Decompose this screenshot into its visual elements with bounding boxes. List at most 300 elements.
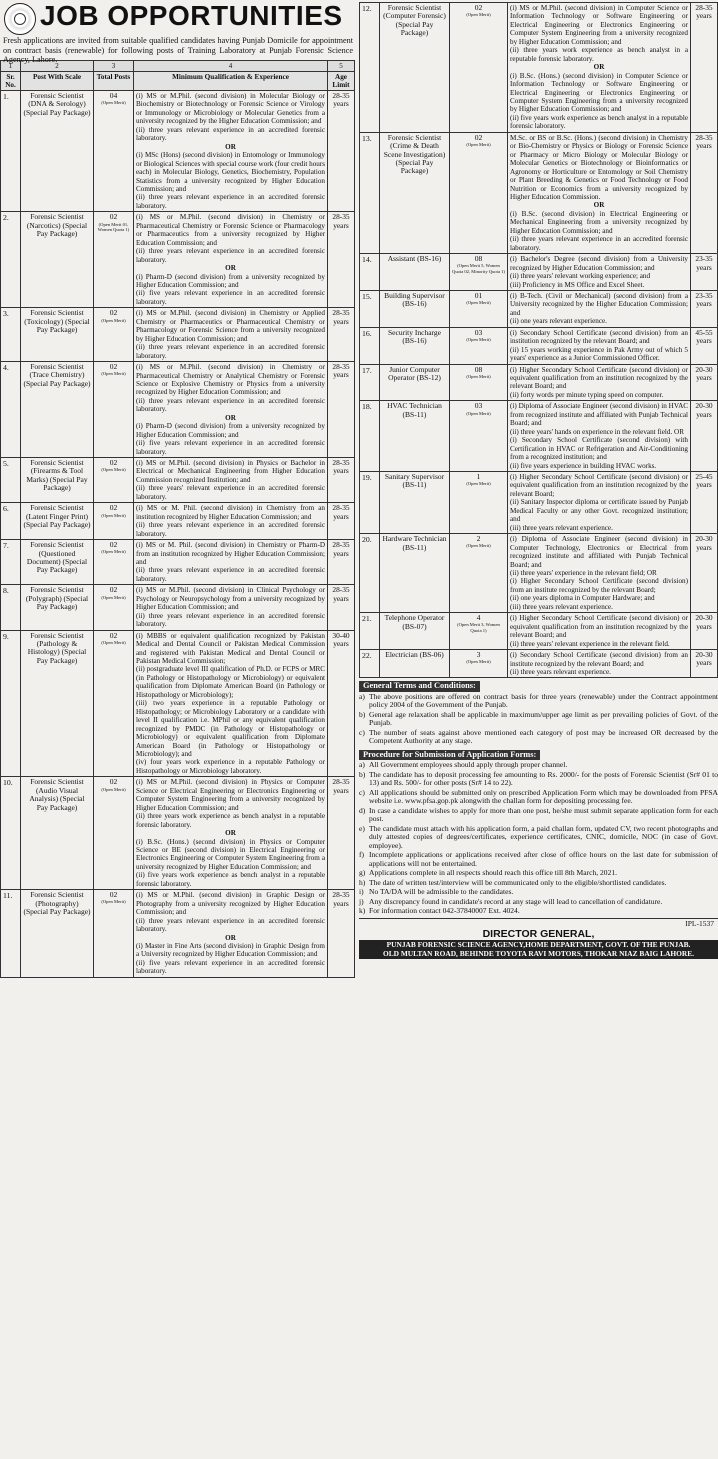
qualification-line: (ii) three years' relevant working experience; and <box>510 272 651 281</box>
qualification-line: (ii) five years relevant experience in an accredited forensic laboratory. <box>136 958 325 976</box>
job-post: HVAC Technician (BS-11) <box>380 401 450 472</box>
job-total-posts <box>94 585 134 630</box>
job-total-posts <box>450 364 508 401</box>
job-age-limit: 28-35 years <box>328 777 355 890</box>
table-row <box>360 254 718 291</box>
job-quota: (Open Merit) <box>466 300 491 306</box>
qualification-line: (ii) three years relevant experience in an accredited forensic laboratory. <box>136 343 325 360</box>
qualification-line: (ii) three years relevant experience in an accredited forensic laboratory. <box>136 396 325 414</box>
table-row <box>1 91 355 212</box>
job-sr: 3. <box>1 308 21 362</box>
job-post: Telephone Operator (BS-07) <box>380 613 450 650</box>
list-item-text: The candidate has to deposit processing fee amounting to Rs. 2000/- for the posts of Forensic Scientist (Sr# 01 to 13) and Rs. 500/- for other posts (Sr# 14 to 22). <box>369 769 718 788</box>
job-total: 02 <box>109 585 118 595</box>
list-item-text: Applications complete in all respects should reach this office till 8th March, 2021. <box>369 868 618 878</box>
job-total: 02 <box>109 503 118 513</box>
intro-text: Fresh applications are invited from suitable qualified candidates having Punjab Domicile for appointment on contract basis (renewable) for following posts of Training Laboratory at Punjab Forensic Science Agency, Lahore. <box>3 36 353 64</box>
list-item <box>359 907 718 916</box>
jobs-body-right <box>360 3 718 678</box>
job-sr: 7. <box>1 540 21 585</box>
table-row <box>360 364 718 401</box>
agency-seal-icon <box>4 3 36 35</box>
job-post: Forensic Scientist (Firearms & Tool Marks) (Special Pay Package) <box>21 458 94 503</box>
table-row <box>1 503 355 540</box>
qualification-line: (ii) three years relevant experience in an accredited forensic laboratory. <box>136 566 325 583</box>
job-total-posts <box>450 254 508 291</box>
job-total-posts <box>450 3 508 133</box>
job-qualification <box>134 458 328 503</box>
qualification-line: (ii) one years relevant experience. <box>510 317 607 326</box>
procedure-list <box>359 761 718 916</box>
job-total: 01 <box>474 290 483 300</box>
procedure-heading: Procedure for Submission of Application Forms: <box>359 750 540 761</box>
or-separator: OR <box>225 933 236 942</box>
qualification-line: M.Sc. or BS or B.Sc. (Hons.) (second division) in Chemistry or Bio-Chemistry or Physics or Biology or Forensic Science or Pharmacy or Micro Biology or Molecular Biology or Molecular Genetics or Biotechnology or Bioinformatics or Agronomy or Horticulture or Entomology or Soil Chemistry or Plant Breeding & Genetics or Food Technology or Food Nutrition or Economics from a university recognized by Higher Education Commission. <box>510 133 688 201</box>
job-age-limit: 28-35 years <box>328 890 355 978</box>
job-sr: 9. <box>1 630 21 777</box>
list-item <box>359 851 718 868</box>
job-total: 04 <box>109 91 118 100</box>
job-qualification <box>508 132 691 253</box>
qualification-line: (ii) three years relevant experience in an accredited forensic laboratory. <box>136 521 325 538</box>
list-item-text: All applications should be submitted only on prescribed Application Form which may be downloaded from PFSA website i.e. www.pfsa.gop.pk alongwith the challan form for depositing processing fee. <box>369 787 718 806</box>
or-separator: OR <box>225 829 236 838</box>
job-total-posts <box>94 458 134 503</box>
list-item-text: Any discrepancy found in candidate's record at any stage will lead to cancellation of candidature. <box>369 896 663 906</box>
list-item <box>359 693 718 710</box>
job-total-posts <box>450 327 508 364</box>
list-item-letter: g) <box>359 868 366 878</box>
job-post: Forensic Scientist (DNA & Serology) (Special Pay Package) <box>21 91 94 212</box>
job-post: Forensic Scientist (Photography) (Special Pay Package) <box>21 890 94 978</box>
job-total-posts <box>450 472 508 534</box>
job-total: 02 <box>474 132 483 142</box>
list-item-letter: k) <box>359 906 366 916</box>
job-quota: (Open Merit) <box>466 142 491 147</box>
jobs-body-left <box>1 91 355 978</box>
job-post: Assistant (BS-16) <box>380 254 450 291</box>
list-item <box>359 761 718 770</box>
job-qualification <box>508 650 691 678</box>
list-item-letter: f) <box>359 850 365 860</box>
list-item-text: The number of seats against above mentioned each category of post may be increased OR decreased by the Competent Authority at any stage. <box>369 727 718 746</box>
job-age-limit: 28-35 years <box>328 503 355 540</box>
or-separator: OR <box>225 142 236 151</box>
job-total-posts <box>94 308 134 362</box>
left-column <box>0 0 355 978</box>
job-sr: 19. <box>360 472 380 534</box>
list-item-text: Incomplete applications or applications received after close of office hours on the last date for submission of applications will not be entertained. <box>369 850 718 868</box>
job-age-limit: 20-30 years <box>691 401 718 472</box>
list-item-letter: a) <box>359 760 365 770</box>
qualification-line: (i) MS or M.Phil. (second division) in Physics or Computer Science or Electrical Engineering or Electronics Engineering or Computer System Engineering from a university recognized by Higher Education Commission; and <box>136 778 325 812</box>
job-age-limit: 25-45 years <box>691 472 718 534</box>
job-qualification <box>134 91 328 212</box>
qualification-line: (i) MS or M.Phil. (second division) in Computer Science or Information Technology or Software Engineering or Electrical Engineering or Electronics Engineering or Computer System Engineering from a university recognized by Higher Education Commission; and <box>510 4 688 46</box>
qualification-line: (ii) three years relevant experience in an accredited forensic laboratory. <box>136 193 325 210</box>
job-quota: (Open Merit) <box>101 786 126 792</box>
job-quota: (Open Merit 01, Women Quota 1) <box>97 221 130 232</box>
job-quota: (Open Merit) <box>101 467 126 473</box>
job-total-posts <box>450 401 508 472</box>
list-item <box>359 869 718 878</box>
job-sr: 5. <box>1 458 21 503</box>
job-sr: 10. <box>1 777 21 890</box>
qualification-line: (ii) three years' relevant experience in an accredited forensic laboratory. <box>136 484 325 501</box>
list-item <box>359 888 718 897</box>
table-row <box>360 472 718 534</box>
job-qualification <box>134 777 328 890</box>
list-item <box>359 711 718 728</box>
list-item <box>359 825 718 851</box>
ipl-code: IPL-1537 <box>685 918 714 928</box>
job-qualification <box>134 308 328 362</box>
jobs-table-left <box>0 60 355 978</box>
job-total: 03 <box>474 327 483 337</box>
job-post: Forensic Scientist (Narcotics) (Special Pay Package) <box>21 212 94 308</box>
job-quota: (Open Merit 5, Women Quota 02, Minority Quota 1) <box>452 263 505 274</box>
column-number-row: 1 2 3 4 5 <box>1 61 355 72</box>
job-post: Building Supervisor (BS-16) <box>380 290 450 327</box>
job-total: 08 <box>474 364 483 374</box>
qualification-line: (i) Secondary School Certificate (second division) from an institute recognized by the relevant Board; and <box>510 651 688 668</box>
job-post: Hardware Technician (BS-11) <box>380 534 450 613</box>
list-item <box>359 729 718 746</box>
job-qualification <box>508 254 691 291</box>
job-quota: (Open Merit) <box>466 336 491 342</box>
qualification-line: (ii) three years' relevant experience in the relevant field. <box>510 639 670 648</box>
list-item-letter: a) <box>359 691 365 701</box>
qualification-line: (i) MSc (Hons) (second division) in Entomology or Immunology or Biological Sciences with special course work (four credit hours each) in Molecular Biology, Genetics, Biochemistry, Population Statistics from a university recognized by Higher Education Commission; and <box>136 151 325 193</box>
job-age-limit: 28-35 years <box>691 132 718 253</box>
job-age-limit: 28-35 years <box>328 540 355 585</box>
list-item <box>359 807 718 824</box>
job-qualification <box>508 534 691 613</box>
job-post: Forensic Scientist (Latent Finger Print) (Special Pay Package) <box>21 503 94 540</box>
job-age-limit: 45-55 years <box>691 327 718 364</box>
job-qualification <box>508 472 691 534</box>
job-quota: (Open Merit) <box>101 639 126 645</box>
qualification-line: (i) Higher Secondary School Certificate (second division) from an institute recognized by the relevant Board; <box>510 577 688 594</box>
job-age-limit: 20-30 years <box>691 364 718 401</box>
qualification-line: (ii) three years relevant experience in an accredited forensic laboratory. <box>136 125 325 143</box>
list-item-text: The date of written test/interview will be communicated only to the eligible/shortlisted candidates. <box>369 877 667 887</box>
job-qualification <box>134 540 328 585</box>
job-total: 3 <box>476 650 481 660</box>
qualification-line: (ii) three years relevant experience in an accredited forensic laboratory. <box>136 916 325 934</box>
table-header-row <box>1 72 355 91</box>
list-item-letter: b) <box>359 709 366 719</box>
job-qualification <box>508 290 691 327</box>
qualification-line: (i) MS or M.Phil. (second division) in Chemistry or Pharmaceutical Chemistry or Forensic Science or Pharmacology or Pharmaceutics from a university recognized by Higher Education Commission; and <box>136 213 325 247</box>
job-qualification <box>134 630 328 777</box>
right-column <box>359 2 718 959</box>
jobs-table-right <box>359 2 718 678</box>
list-item-letter: i) <box>359 887 364 897</box>
job-total: 4 <box>476 613 481 623</box>
job-age-limit: 28-35 years <box>328 212 355 308</box>
qualification-line: (i) B-Tech. (Civil or Mechanical) (second division) from a University recognized by the Higher Education Commission; and <box>510 291 688 317</box>
job-quota: (Open Merit) <box>466 659 491 665</box>
job-total: 02 <box>109 777 118 787</box>
qualification-line: (ii) three years relevant experience in an accredited forensic laboratory. <box>510 235 688 252</box>
job-age-limit: 28-35 years <box>328 585 355 630</box>
qualification-line: (iii) three years relevant experience. <box>510 523 613 532</box>
job-total: 02 <box>474 3 483 12</box>
list-item-text: In case a candidate wishes to apply for more than one post, he/she must submit separate application form for each post. <box>369 805 718 824</box>
job-quota: (Open Merit) <box>101 317 126 323</box>
qualification-line: (i) Pharm-D (second division) from a university recognized by Higher Education Commission; and <box>136 272 325 289</box>
job-post: Forensic Scientist (Audio Visual Analysis) (Special Pay Package) <box>21 777 94 890</box>
job-total: 1 <box>476 472 481 482</box>
qualification-line: (i) Higher Secondary School Certificate (second division) or equivalent qualification from an institution recognized by the relevant Board; <box>510 473 688 498</box>
header-total: Total Posts <box>94 72 134 91</box>
ad-header <box>0 0 355 64</box>
job-sr: 12. <box>360 3 380 133</box>
table-row <box>1 890 355 978</box>
list-item-letter: c) <box>359 787 365 797</box>
header-post: Post With Scale <box>21 72 94 91</box>
job-total-posts <box>94 91 134 212</box>
qualification-line: (i) Higher Secondary School Certificate (second division) or equivalent qualification from an institution recognized by the relevant Board; and <box>510 365 688 391</box>
list-item-text: No TA/DA will be admissible to the candidates. <box>369 887 514 897</box>
table-row <box>1 458 355 503</box>
table-row <box>360 401 718 472</box>
job-post: Electrician (BS-06) <box>380 650 450 678</box>
qualification-line: (i) Secondary School Certificate (second division) from an institution recognized by the relevant Board; and <box>510 328 688 346</box>
qualification-line: (i) MS or M. Phil. (second division) in Chemistry or Pharm-D from an institution recognized by Higher Education Commission; and <box>136 541 325 567</box>
header-qualification: Minimum Qualification & Experience <box>134 72 328 91</box>
general-terms-list <box>359 693 718 746</box>
job-age-limit: 28-35 years <box>691 3 718 133</box>
table-row <box>1 630 355 777</box>
job-age-limit: 28-35 years <box>328 458 355 503</box>
job-qualification <box>508 401 691 472</box>
job-total-posts <box>94 540 134 585</box>
job-qualification <box>134 890 328 978</box>
job-quota: (Open Merit) <box>466 481 491 487</box>
qualification-line: (i) Diploma of Associate Engineer (second division) in Computer Technology, Electronics or Electrical from recognized institute and affiliated with Punjab Technical Board; and <box>510 535 688 569</box>
job-total-posts <box>450 132 508 253</box>
list-item-letter: c) <box>359 727 365 737</box>
qualification-line: (ii) three years relevant experience. <box>510 667 611 676</box>
job-post: Forensic Scientist (Toxicology) (Special Pay Package) <box>21 308 94 362</box>
job-total: 02 <box>109 630 118 640</box>
list-item-text: The above positions are offered on contract basis for three years (renewable) under the Contract appointment policy 2004 of the Government of the Punjab. <box>369 691 718 710</box>
job-sr: 20. <box>360 534 380 613</box>
agency-address: OLD MULTAN ROAD, BEHINDE TOYOTA RAVI MOTORS, THOKAR NIAZ BAIG LAHORE. <box>359 949 718 959</box>
list-item-letter: b) <box>359 769 366 779</box>
list-item-letter: h) <box>359 877 366 887</box>
table-row <box>360 3 718 133</box>
job-total-posts <box>94 212 134 308</box>
job-total: 02 <box>109 458 118 468</box>
qualification-line: (iv) four years work experience in a reputable Pathology or Histopathology or Microbiology laboratory. <box>136 758 325 775</box>
job-age-limit: 28-35 years <box>328 91 355 212</box>
job-qualification <box>508 364 691 401</box>
qualification-line: (i) MS or M. Phil. (second division) in Chemistry from an institution recognized by Higher Education Commission; and <box>136 504 325 521</box>
qualification-line: (ii) postgraduate level III qualification of Ph.D. or FCPS or MRC (in Pathology or Histopathology or Microbiology) or equivalent qualification from Diplomate American Board (in Pathology or Histopathology or Microbiology); <box>136 665 325 699</box>
job-total-posts <box>94 362 134 458</box>
qualification-line: (ii) five years experience in building HVAC works. <box>510 461 657 470</box>
job-quota: (Open Merit) <box>101 100 126 106</box>
table-row <box>360 650 718 678</box>
or-separator: OR <box>225 413 236 422</box>
job-quota: (Open Merit) <box>101 594 126 600</box>
job-sr: 22. <box>360 650 380 678</box>
page-title: JOB OPPORTUNITIES <box>40 0 343 31</box>
qualification-line: (ii) three years' hands on experience in the relevant field. OR <box>510 427 684 436</box>
qualification-line: (i) Pharm-D (second division) from a university recognized by Higher Education Commission; and <box>136 422 325 439</box>
job-total-posts <box>450 290 508 327</box>
job-sr: 8. <box>1 585 21 630</box>
job-quota: (Open Merit 3, Women Quota 1) <box>457 622 500 633</box>
job-total: 2 <box>476 534 481 544</box>
table-row <box>360 613 718 650</box>
job-quota: (Open Merit) <box>101 371 126 377</box>
job-sr: 2. <box>1 212 21 308</box>
table-row <box>1 308 355 362</box>
qualification-line: (i) MS or M.Phil. (second division) in Physics or Bachelor in Electrical or Mechanical Engineering from Higher Education Commission recognized Institution; and <box>136 459 325 484</box>
job-qualification <box>134 212 328 308</box>
list-item <box>359 789 718 806</box>
qualification-line: (i) MS or M.Phil. (second division) in Molecular Biology or Biochemistry or Biotechnology or Forensic Science or Virology or Immunology or Microbiology or Molecular Genetics from a university recognized by the Higher Education Commission; and <box>136 92 325 126</box>
job-post: Security Incharge (BS-16) <box>380 327 450 364</box>
or-separator: OR <box>593 201 605 210</box>
qualification-line: (i) Higher Secondary School Certificate (second division) or equivalent qualification from an institution recognized by the relevant Board; and <box>510 614 688 640</box>
job-sr: 1. <box>1 91 21 212</box>
job-quota: (Open Merit) <box>466 543 491 549</box>
qualification-line: (ii) five years work experience as bench analyst in a reputable forensic laboratory. <box>510 113 688 131</box>
qualification-line: (i) Diploma of Associate Engineer (second division) in HVAC from recognized institute and affiliated with Punjab Technical Board; and <box>510 402 688 428</box>
job-sr: 21. <box>360 613 380 650</box>
qualification-line: (ii) three years work experience as bench analyst in a reputable forensic laboratory. <box>510 46 688 63</box>
agency-name: PUNJAB FORENSIC SCIENCE AGENCY,HOME DEPARTMENT, GOVT. OF THE PUNJAB. <box>359 940 718 950</box>
qualification-line: (iii) two years experience in a reputable Pathology or Histopathology; or Microbiology Laboratory or a candidate with level II qualification i.e. MPhil or any equivalent qualification recognized by PMDC (in Pathology or Histopathology or Microbiology) or equivalent qualification from Diplomate American Board (in Pathology or Histopathology or Microbiology); and <box>136 699 325 758</box>
list-item <box>359 771 718 788</box>
list-item <box>359 879 718 888</box>
qualification-line: (ii) three years relevant experience in an accredited forensic laboratory. <box>136 611 325 629</box>
job-total: 03 <box>474 401 483 411</box>
job-qualification <box>134 585 328 630</box>
qualification-line: (iii) three years relevant experience. <box>510 602 613 611</box>
list-item <box>359 898 718 907</box>
header-age: Age Limit <box>328 72 355 91</box>
table-row <box>360 290 718 327</box>
table-row <box>1 212 355 308</box>
table-row <box>1 777 355 890</box>
qualification-line: (i) MS or M.Phil. (second division) in Chemistry or Applied Chemistry or Pharmaceutics or Pharmaceutical Chemistry or Pharmacology or Forensic Science from a university recognized by Higher Education Commission; and <box>136 309 325 343</box>
table-row <box>1 540 355 585</box>
job-age-limit: 20-30 years <box>691 650 718 678</box>
job-total: 02 <box>109 212 118 222</box>
table-row <box>1 362 355 458</box>
job-post: Junior Computer Operator (BS-12) <box>380 364 450 401</box>
job-total-posts <box>450 650 508 678</box>
job-post: Forensic Scientist (Trace Chemistry) (Special Pay Package) <box>21 362 94 458</box>
job-age-limit: 20-30 years <box>691 613 718 650</box>
job-sr: 6. <box>1 503 21 540</box>
qualification-line: (i) MS or M.Phil. (second division) in Graphic Design or Photography from a university recognized by Higher Education Commission; and <box>136 891 325 917</box>
qualification-line: (i) B.Sc. (Hons.) (second division) in Computer Science or Information Technology or Software Engineering or Electrical Engineering or Electronics Engineering or Computer System Engineering from a university recognized by Higher Education Commission; and <box>510 71 688 114</box>
job-post: Forensic Scientist (Computer Forensic) (Special Pay Package) <box>380 3 450 133</box>
job-age-limit: 20-30 years <box>691 534 718 613</box>
job-post: Sanitary Supervisor (BS-11) <box>380 472 450 534</box>
qualification-line: (i) Bachelor's Degree (second division) from a University recognized by Higher Education Commission; and <box>510 255 688 272</box>
job-total-posts <box>450 613 508 650</box>
job-sr: 11. <box>1 890 21 978</box>
qualification-line: (ii) three years' experience in the relevant field; OR <box>510 569 657 577</box>
list-item-text: The candidate must attach with his application form, a paid challan form, updated CV, two recent photographs and duly attested copies of degrees/certificates, experience certificates, CNIC, domicile, NOC (in case of Govt. employee). <box>369 823 718 850</box>
list-item-text: General age relaxation shall be applicable in maximum/upper age limit as per prevailing policies of Govt. of the Punjab. <box>369 709 718 728</box>
job-sr: 17. <box>360 364 380 401</box>
qualification-line: (i) Secondary School Certificate (second division) with Certification in HVAC or Refrigeration and Air-Conditioning from a recognized institution; and <box>510 436 688 462</box>
job-qualification <box>508 327 691 364</box>
job-total-posts <box>94 503 134 540</box>
qualification-line: (ii) five years work experience as bench analyst in a reputable forensic laboratory. <box>136 871 325 888</box>
job-sr: 15. <box>360 290 380 327</box>
qualification-line: (ii) Sanitary Inspector diploma or certificate issued by Punjab Medical Faculty or any other Govt. recognized institution; and <box>510 498 688 524</box>
general-terms-heading: General Terms and Conditions: <box>359 681 480 692</box>
job-age-limit: 30-40 years <box>328 630 355 777</box>
job-sr: 16. <box>360 327 380 364</box>
job-sr: 4. <box>1 362 21 458</box>
job-total-posts <box>450 534 508 613</box>
job-qualification <box>508 613 691 650</box>
job-quota: (Open Merit) <box>466 410 491 416</box>
job-post: Forensic Scientist (Crime & Death Scene Investigation) (Special Pay Package) <box>380 132 450 253</box>
job-age-limit: 28-35 years <box>328 362 355 458</box>
job-sr: 18. <box>360 401 380 472</box>
job-total: 02 <box>109 890 118 900</box>
job-sr: 13. <box>360 132 380 253</box>
job-quota: (Open Merit) <box>101 549 126 555</box>
job-total-posts <box>94 890 134 978</box>
job-total-posts <box>94 777 134 890</box>
job-post: Forensic Scientist (Polygraph) (Special Pay Package) <box>21 585 94 630</box>
list-item-letter: e) <box>359 823 365 833</box>
list-item-letter: j) <box>359 896 364 906</box>
job-total: 02 <box>109 540 118 550</box>
job-age-limit: 28-35 years <box>328 308 355 362</box>
job-post: Forensic Scientist (Questioned Document) (Special Pay Package) <box>21 540 94 585</box>
qualification-line: (i) B.Sc. (second division) in Electrical Engineering or Mechanical Engineering from a university recognized by Higher Education Commission; and <box>510 209 688 235</box>
table-row <box>360 534 718 613</box>
or-separator: OR <box>593 63 605 72</box>
job-age-limit: 23-35 years <box>691 290 718 327</box>
or-separator: OR <box>225 264 236 273</box>
job-qualification <box>134 503 328 540</box>
job-quota: (Open Merit) <box>466 373 491 379</box>
qualification-line: (ii) five years relevant experience in an accredited forensic laboratory. <box>136 439 325 456</box>
job-total: 08 <box>474 254 483 264</box>
qualification-line: (ii) one years diploma in Computer Hardware; and <box>510 594 655 603</box>
qualification-line: (i) MBBS or equivalent qualification recognized by Pakistan Medical and Dental Council or Pakistan Medical Commission and registered with Pakistan Medical and Dental Council or Pakistan Medical Commission; <box>136 631 325 665</box>
general-terms <box>359 678 718 916</box>
job-total-posts <box>94 630 134 777</box>
qualification-line: (ii) forty words per minute typing speed on computer. <box>510 390 664 399</box>
qualification-line: (ii) 15 years working experience in Pak Army out of which 5 years' experience as a Junior Commissioned Officer. <box>510 345 688 363</box>
qualification-line: (ii) five years relevant experience in an accredited forensic laboratory. <box>136 289 325 306</box>
job-quota: (Open Merit) <box>101 512 126 518</box>
header-sr: Sr. No. <box>1 72 21 91</box>
job-sr: 14. <box>360 254 380 291</box>
list-item-letter: d) <box>359 805 366 815</box>
ad-footer <box>359 918 718 959</box>
qualification-line: (i) MS or M.Phil. (second division) in Chemistry or Pharmaceutical Chemistry or Analytical Chemistry or Forensic Science or Explosive Chemistry or Physics from a university recognized by Higher Education Commission; and <box>136 363 325 397</box>
job-qualification <box>508 3 691 133</box>
job-qualification <box>134 362 328 458</box>
